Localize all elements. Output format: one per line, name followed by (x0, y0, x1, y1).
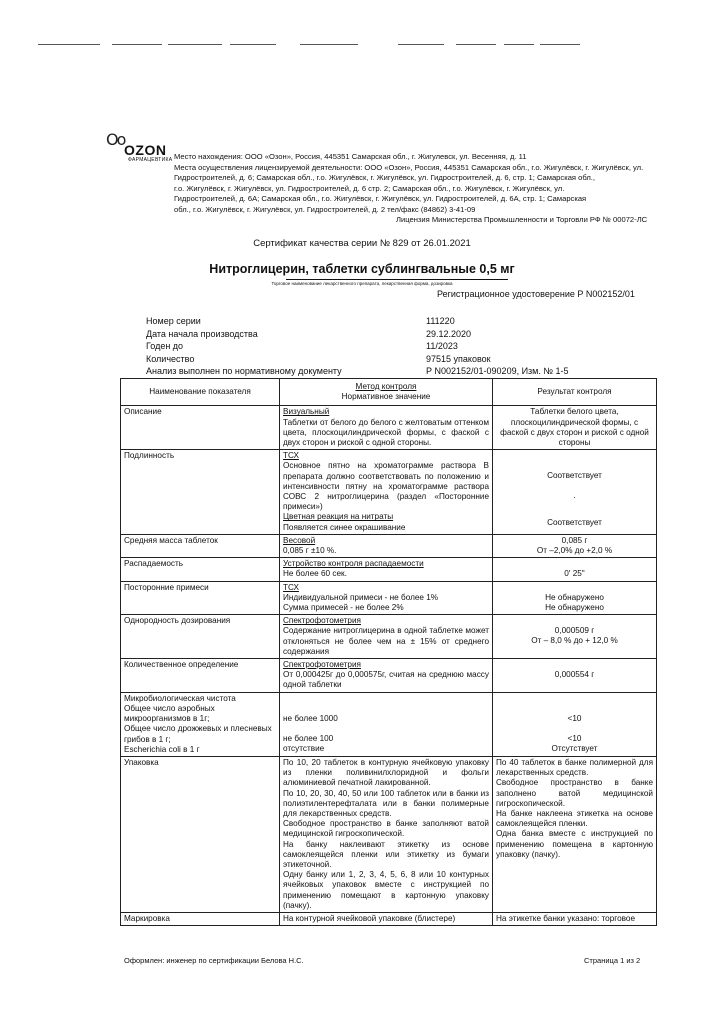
row-result: На этикетке банки указано: торговое (493, 912, 657, 925)
row-norm (280, 581, 493, 615)
row-norm-text: По 10, 20 таблеток в контурную ячейковую упаковку из пленки поливинилхлоридной и фольги алюминиевой печатной лакированной. (283, 757, 489, 788)
address-line: Места осуществления лицензируемой деятельности: ООО «Озон», Россия, 445351 Самарская обл., г.о. Жигулёвск, г. Жигулёвск, ул. (174, 162, 644, 172)
table-row (121, 692, 657, 756)
row-name: Подлинность (121, 450, 280, 535)
row-result (493, 581, 657, 615)
row-result-value: 0' 25" (564, 569, 585, 579)
address-line: Гидростроителей, д. 6А; Самарская обл., г.о. Жигулёвск, г. Жигулёвск, ул. Гидростроителей, д. 6А, стр. 1; Самарская (174, 194, 587, 203)
row-norm-text: Индивидуальной примеси - не более 1% (283, 592, 439, 602)
row-norm: На контурной ячейковой упаковке (блистере) (280, 912, 493, 925)
batch-value: 97515 упаковок (426, 353, 491, 364)
company-logo (106, 130, 178, 164)
batch-value: 11/2023 (426, 341, 458, 352)
row-norm-text: От 0,000425г до 0,000575г, считая на среднюю массу одной таблетки (283, 670, 489, 690)
row-result-value: Соответствует (547, 471, 602, 481)
row-norm-text: Не более 60 сек. (283, 569, 347, 579)
scan-edge-line (38, 44, 100, 45)
row-result (493, 615, 657, 659)
row-result-text: На банке наклеена этикетка на основе самоклеящейся пленки. (496, 808, 653, 829)
scan-edge-line (230, 44, 276, 45)
row-norm-text: не более 1000 (283, 713, 338, 723)
row-norm-text: Свободное пространство в банке заполняют ватой медицинской гигроскопической. (283, 819, 489, 839)
address-line: Гидростроителей, д. 6; Самарская обл., г.о. Жигулёвск, г. Жигулёвск, ул. Гидростроителей, д. 6, стр. 1; Самарская обл., (174, 173, 596, 182)
row-name: Однородность дозирования (121, 615, 280, 659)
row-norm-text: Содержание нитроглицерина в одной таблетке может отклоняться не более чем на ± 15% от среднего содержания (283, 626, 489, 656)
row-norm (280, 659, 493, 693)
row-norm-text: Сумма примесей - не более 2% (283, 603, 404, 613)
table-header-row (121, 379, 657, 406)
row-norm-text: не более 100 (283, 733, 334, 743)
row-method: Весовой (283, 535, 316, 545)
row-name (121, 692, 280, 756)
logo-circles-icon: Oo (106, 130, 125, 149)
row-result-value: Соответствует (547, 517, 602, 527)
logo-subtitle: ФАРМАЦЕВТИКА (128, 157, 173, 163)
row-norm (280, 692, 493, 756)
row-method: Визуальный (283, 407, 330, 417)
row-result (493, 534, 657, 557)
batch-label: Анализ выполнен по нормативному документу (146, 366, 342, 377)
row-name-line: микроорганизмов в 1г; (124, 714, 210, 724)
row-norm-text: Таблетки от белого до белого с желтоватым оттенком цвета, плоскоцилиндрической формы, с фаской с двух сторон и риской с одной стороны. (283, 417, 489, 448)
company-address-block (174, 152, 654, 215)
batch-info-row (146, 365, 569, 378)
license-text: Лицензия Министерства Промышленности и Торговли РФ № 00072-ЛС (396, 215, 648, 224)
table-row (121, 581, 657, 615)
batch-label: Дата начала производства (146, 328, 258, 339)
row-result (493, 558, 657, 581)
row-result (493, 692, 657, 756)
row-result-value: Не обнаружено (545, 602, 604, 612)
document-title: Нитроглицерин, таблетки сублингвальные 0,5 мг (209, 262, 515, 276)
row-name: Маркировка (121, 912, 280, 925)
title-note: Торговое наименование лекарственного препарата, лекарственная форма, дозировка (271, 281, 453, 286)
row-norm (280, 756, 493, 912)
scan-edge-line (112, 44, 162, 45)
batch-info-row (146, 328, 569, 341)
row-norm-text: На банку наклеивают этикетку из основе самоклеящейся пленки или этикетку из бумаги этикеточной. (283, 839, 489, 869)
row-name-line: грибов в 1 г; (124, 734, 171, 744)
batch-value: Р N002152/01-090209, Изм. № 1-5 (426, 366, 569, 377)
row-result-value: 0,000554 г (554, 670, 595, 680)
row-norm-text: Основное пятно на хроматограмме раствора В препарата должно соответствовать по положению и интенсивности пятну на хроматограмме раствора СОВС 2 нитроглицерина (раздел «Посторонние примеси») (283, 461, 489, 512)
row-result-value: От – 8,0 % до + 12,0 % (531, 636, 618, 646)
address-line: г.о. Жигулёвск, г. Жигулёвск, ул. Гидростроителей, д. 6 стр. 2; Самарская обл., г.о. Жигулёвск, г. Жигулёвск, ул. (174, 183, 565, 193)
row-result-value: <10 (567, 713, 582, 723)
header-method-label: Метод контроля (355, 382, 417, 391)
batch-label: Номер серии (146, 316, 201, 326)
batch-info-row (146, 315, 569, 328)
address-line: Место нахождения: ООО «Озон», Россия, 445351 Самарская обл., г. Жигулевск, ул. Весенняя, д. 11 (174, 152, 527, 161)
batch-value: 111220 (426, 316, 455, 326)
table-row (121, 406, 657, 450)
row-result-value: От –2,0% до +2,0 % (536, 546, 613, 556)
row-result-mark: · (573, 493, 576, 503)
row-name: Описание (121, 406, 280, 450)
batch-info-row (146, 340, 569, 353)
row-method: ТСХ (283, 451, 299, 461)
row-norm (280, 406, 493, 450)
title-underline (286, 279, 508, 280)
row-result-text: Свободное пространство в банке заполнено ватой медицинской гигроскопической. (496, 778, 653, 808)
row-method: ТСХ (283, 582, 299, 592)
row-name: Распадаемость (121, 558, 280, 581)
table-row (121, 756, 657, 912)
table-row (121, 912, 657, 925)
header-name: Наименование показателя (121, 379, 280, 406)
header-method (280, 379, 493, 406)
row-result-value: 0,000509 г (554, 626, 595, 636)
scan-edge-line (168, 44, 222, 45)
row-name-line: Микробиологическая чистота (124, 693, 236, 703)
row-method: Спектрофотометрия (283, 616, 361, 626)
row-name: Средняя масса таблеток (121, 534, 280, 557)
row-method-second: Цветная реакция на нитраты (283, 512, 394, 522)
row-norm (280, 450, 493, 535)
scan-edge-line (300, 44, 358, 45)
row-norm-text: По 10, 20, 30, 40, 50 или 100 таблеток или в банки из полиэтилентерефталата или в банки полимерные для лекарственных средств. (283, 788, 489, 818)
row-norm-text: отсутствие (283, 744, 325, 754)
certificate-number: Сертификат качества серии № 829 от 26.01.2021 (253, 238, 471, 249)
table-row (121, 558, 657, 581)
table-row (121, 615, 657, 659)
logo-name: OZON (124, 142, 167, 158)
row-result (493, 659, 657, 693)
batch-info-row (146, 353, 569, 366)
row-norm (280, 534, 493, 557)
row-norm-text: 0,085 г ±10 %. (283, 546, 337, 556)
row-result-value: Отсутствует (551, 744, 598, 754)
row-norm-second: Появляется синее окрашивание (283, 522, 406, 532)
row-result-value: Не обнаружено (545, 592, 604, 602)
row-result-value: 0,085 г (561, 535, 588, 545)
table-row (121, 659, 657, 693)
registration-number: Регистрационное удостоверение Р N002152/01 (437, 289, 635, 299)
batch-label: Годен до (146, 341, 184, 352)
scan-edge-line (456, 44, 496, 45)
row-result (493, 450, 657, 535)
row-name: Упаковка (121, 756, 280, 912)
footer-page-number: Страница 1 из 2 (584, 956, 641, 965)
scan-edge-line (540, 44, 580, 45)
quality-table (120, 378, 657, 926)
scan-edge-line (504, 44, 534, 45)
row-result (493, 756, 657, 912)
row-method: Спектрофотометрия (283, 660, 361, 670)
row-name: Посторонние примеси (121, 581, 280, 615)
row-result-text: Одна банка вместе с инструкцией по применению помещена в картонную упаковку (пачку). (496, 829, 653, 859)
row-result: Таблетки белого цвета, плоскоцилиндрической формы, с фаской с двух сторон и риской с одной стороны (493, 406, 657, 450)
header-result: Результат контроля (493, 379, 657, 406)
row-norm (280, 615, 493, 659)
footer-prepared-by: Оформлен: инженер по сертификации Белова Н.С. (124, 956, 304, 965)
row-name-line: Escherichia coli в 1 г (124, 744, 200, 754)
row-result-value: <10 (567, 733, 582, 743)
row-name: Количественное определение (121, 659, 280, 693)
table-row (121, 534, 657, 557)
scan-edge-line (398, 44, 444, 45)
row-norm (280, 558, 493, 581)
address-line: обл., г.о. Жигулёвск, г. Жигулёвск, ул. Гидростроителей, д. 2 тел/факс (84862) 3-41-09 (174, 204, 476, 214)
row-result-text: По 40 таблеток в банке полимерной для лекарственных средств. (496, 757, 653, 778)
table-row (121, 450, 657, 535)
row-norm-text: Одну банку или 1, 2, 3, 4, 5, 6, 8 или 10 контурных ячейковых упаковок вместе с инструкцией по применению помещают в картонную упаковку (пачку). (283, 870, 489, 910)
row-name-line: Общее число аэробных (124, 703, 215, 713)
row-name-line: Общее число дрожжевых и плесневых (124, 724, 272, 734)
batch-value: 29.12.2020 (426, 328, 472, 339)
row-method: Устройство контроля распадаемости (283, 559, 424, 569)
batch-label: Количество (146, 353, 195, 364)
batch-info (146, 315, 569, 378)
header-norm-label: Нормативное значение (341, 392, 431, 402)
